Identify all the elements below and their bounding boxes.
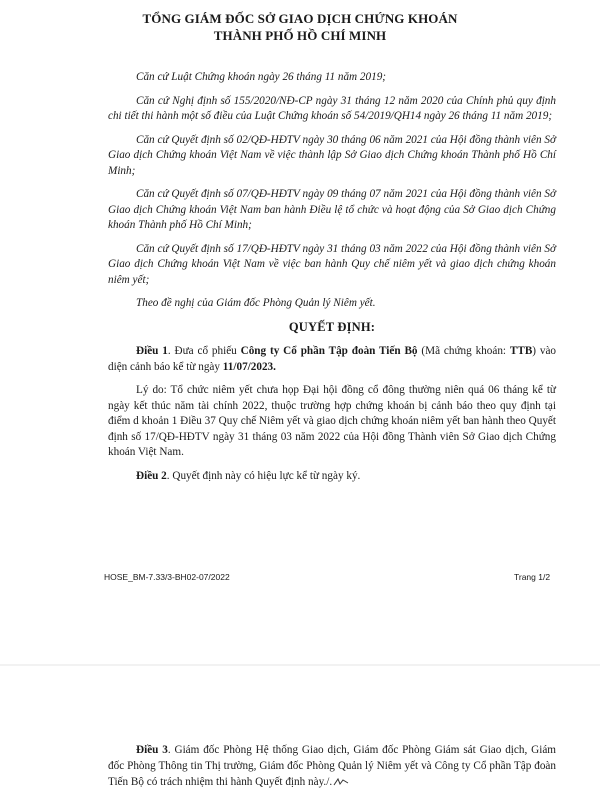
- basis-1: Căn cứ Luật Chứng khoán ngày 26 tháng 11 năm 2019;: [136, 71, 387, 83]
- basis-4: Căn cứ Quyết định số 07/QĐ-HĐTV ngày 09 tháng 07 năm 2021 của Hội đồng thành viên Sở Giao dịch Chứng khoán Việt Nam ban hành Điều lệ tổ chức và hoạt động của Sở Giao dịch Chứng khoán Thành phố Hồ Chí Minh;: [108, 188, 556, 231]
- article-1-ticker: TTB: [509, 345, 533, 357]
- basis-2: Căn cứ Nghị định số 155/2020/NĐ-CP ngày 31 tháng 12 năm 2020 của Chính phủ quy định chi tiết thi hành một số điều của Luật Chứng khoán số 54/2019/QH14 ngày 26 tháng 11 năm 2019;: [108, 94, 556, 122]
- article-1-text-c: ) vào diện cảnh báo kể từ ngày: [108, 345, 557, 373]
- reason: Lý do: Tổ chức niêm yết chưa họp Đại hội đồng cổ đông thường niên quá 06 tháng kể từ ngày kết thúc năm tài chính 2022, thuộc trường hợp chứng khoán bị cảnh báo theo quy định tại điểm d khoản 1 Điều 37 Quy chế Niêm yết và giao dịch chứng khoán niêm yết ban hành theo Quyết định số 17/QĐ-HĐTV ngày 31 tháng 03 năm 2022 của Hội đồng Thành viên Sở Giao dịch Chứng khoán Việt Nam.: [108, 384, 556, 458]
- article-2-text: . Quyết định này có hiệu lực kể từ ngày ký.: [166, 469, 361, 482]
- article-1-text-a: . Đưa cổ phiếu: [167, 345, 241, 357]
- article-3-text: . Giám đốc Phòng Hệ thống Giao dịch, Giám đốc Phòng Giám sát Giao dịch, Giám đốc Phòng Thông tin Thị trường, Giám đốc Phòng Quản lý Niêm yết và Công ty Cổ phần Tập đoàn Tiến Bộ có trách nhiệm thi hành Quyết định này./.: [108, 744, 556, 788]
- article-1-company: Công ty Cổ phần Tập đoàn Tiến Bộ: [240, 345, 418, 357]
- decision-title: QUYẾT ĐỊNH:: [288, 319, 376, 334]
- page-2: [108, 742, 556, 790]
- document-body: [108, 70, 556, 492]
- article-2-label: Điều 2: [136, 469, 167, 482]
- initial-mark: [332, 777, 350, 787]
- article-3: [108, 742, 556, 790]
- article-2: [108, 469, 556, 485]
- basis-3: Căn cứ Quyết định số 02/QĐ-HĐTV ngày 30 tháng 06 năm 2021 của Hội đồng thành viên Sở Giao dịch Chứng khoán Việt Nam về việc thành lập Sở Giao dịch Chứng khoán Thành phố Hồ Chí Minh;: [108, 133, 556, 177]
- article-3-label: Điều 3: [136, 744, 168, 756]
- document-header: [0, 10, 600, 44]
- article-1-text-b: (Mã chứng khoán:: [417, 345, 510, 357]
- article-1-date: 11/07/2023.: [222, 360, 276, 373]
- footer-page-number: Trang 1/2: [514, 572, 551, 582]
- basis-5: Căn cứ Quyết định số 17/QĐ-HĐTV ngày 31 tháng 03 năm 2022 của Hội đồng thành viên Sở Giao dịch Chứng khoán Việt Nam về việc ban hành Quy chế niêm yết và giao dịch chứng khoán niêm yết;: [108, 242, 556, 286]
- article-1: [108, 344, 556, 375]
- header-line-2: THÀNH PHỐ HỒ CHÍ MINH: [213, 28, 387, 43]
- header-line-1: TỔNG GIÁM ĐỐC SỞ GIAO DỊCH CHỨNG KHOÁN: [142, 11, 458, 26]
- page-separator: [0, 664, 600, 666]
- footer-form-code: HOSE_BM-7.33/3-BH02-07/2022: [104, 572, 230, 582]
- article-1-label: Điều 1: [136, 345, 168, 357]
- basis-6: Theo đề nghị của Giám đốc Phòng Quản lý Niêm yết.: [136, 297, 376, 309]
